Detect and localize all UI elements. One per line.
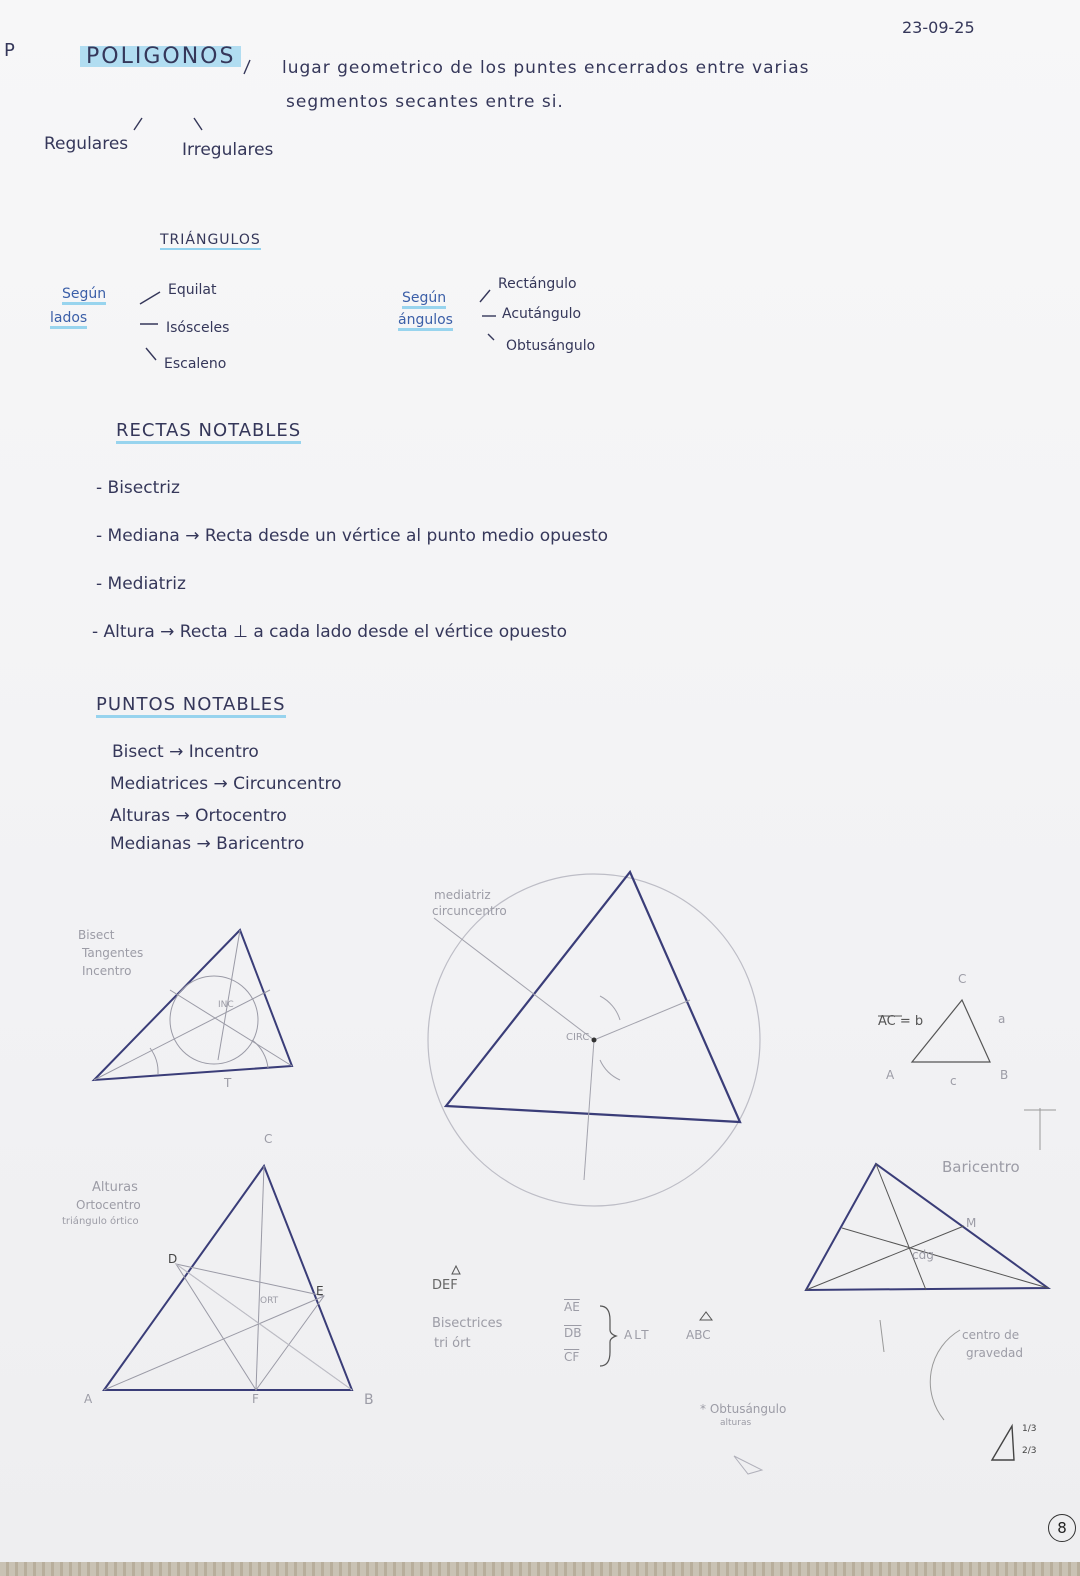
- ortho-foot-e: E: [316, 1284, 324, 1298]
- line-item-altitude: - Altura → Recta ⊥ a cada lado desde el vértice opuesto: [92, 622, 568, 642]
- orthocenter-caption-3: triángulo órtico: [62, 1216, 139, 1227]
- by-sides-label-1: Según: [62, 286, 106, 305]
- vertex-b-label: B: [1000, 1068, 1009, 1082]
- segment-db: $\overline{DB}$: [564, 1326, 582, 1340]
- barycenter-center-mark: cdg: [912, 1248, 934, 1262]
- by-angles-label-1: Según: [402, 290, 446, 309]
- regular-label: Regulares: [44, 134, 129, 154]
- by-angles-label-2: ángulos: [398, 312, 453, 331]
- bisectors-note-2: tri órt: [434, 1336, 471, 1351]
- binder-edge: [0, 1562, 1080, 1576]
- angles-obtuse: Obtusángulo: [506, 338, 596, 354]
- notable-points-title: PUNTOS NOTABLES: [96, 694, 286, 718]
- bisectors-note-1: Bisectrices: [432, 1316, 503, 1331]
- point-item-barycenter: Medianas → Baricentro: [110, 834, 305, 854]
- definition-line-2: segmentos secantes entre si.: [286, 92, 564, 112]
- incenter-caption-3: Incentro: [82, 964, 132, 978]
- obtuse-sketch: [734, 1456, 762, 1474]
- vertex-c-label: C: [958, 972, 967, 986]
- labeled-triangle-figure: [878, 1000, 990, 1062]
- ortho-vertex-b: B: [364, 1392, 374, 1408]
- gravity-note-2: gravedad: [966, 1346, 1023, 1360]
- segment-cf: $\overline{CF}$: [564, 1350, 580, 1364]
- abc-triangle-label: ABC: [686, 1328, 711, 1342]
- altitudes-result: ALT: [624, 1328, 651, 1342]
- incenter-caption-2: Tangentes: [82, 946, 144, 960]
- classification-branches: [134, 60, 496, 360]
- triangle-symbol-def: [452, 1266, 460, 1274]
- ratio-triangle: [992, 1426, 1014, 1460]
- line-item-bisector: - Bisectriz: [96, 478, 180, 498]
- circumcenter-center-mark: CIRC: [566, 1032, 590, 1043]
- circumcenter-caption-1: mediatriz: [434, 888, 491, 902]
- obtuse-note-2: alturas: [720, 1418, 752, 1428]
- sides-equilateral: Equilat: [168, 282, 217, 298]
- side-c-label: c: [950, 1074, 957, 1088]
- barycenter-caption: Baricentro: [942, 1158, 1020, 1176]
- def-label: DEF: [432, 1278, 458, 1293]
- line-item-median: - Mediana → Recta desde un vértice al punto medio opuesto: [96, 526, 609, 546]
- ortho-vertex-a: A: [84, 1392, 93, 1406]
- midpoint-m-label: M: [966, 1216, 977, 1230]
- orthocenter-center-mark: ORT: [260, 1296, 279, 1306]
- definition-line-1: lugar geometrico de los puntes encerrados entre varias: [282, 58, 810, 78]
- obtuse-note-1: * Obtusángulo: [700, 1402, 787, 1416]
- ratio-one-third: 1/3: [1022, 1424, 1037, 1434]
- barycenter-figure: [806, 1108, 1056, 1420]
- page-title: POLIGONOS: [80, 44, 241, 69]
- side-ac-label: AC = b: [878, 1014, 924, 1029]
- orthocenter-caption-2: Ortocentro: [76, 1198, 141, 1212]
- margin-mark: P: [4, 40, 15, 61]
- circumcenter-caption-2: circuncentro: [432, 904, 507, 918]
- notable-lines-title: RECTAS NOTABLES: [116, 420, 301, 444]
- date: 23-09-25: [902, 18, 975, 37]
- point-item-incenter: Bisect → Incentro: [112, 742, 259, 762]
- brace-mark: [600, 1306, 616, 1366]
- orthocenter-caption-1: Alturas: [92, 1180, 138, 1195]
- circumcenter-figure: [428, 872, 760, 1206]
- triangle-symbol-abc: [700, 1312, 712, 1320]
- point-item-circumcenter: Mediatrices → Circuncentro: [110, 774, 342, 794]
- triangles-title: TRIÁNGULOS: [160, 232, 261, 248]
- ortho-foot-f: F: [252, 1392, 259, 1406]
- ortho-foot-d: D: [168, 1252, 178, 1266]
- angles-acute: Acutángulo: [502, 306, 582, 322]
- ortho-vertex-c: C: [264, 1132, 273, 1146]
- side-a-label: a: [998, 1012, 1006, 1026]
- incenter-tangent-mark: T: [224, 1076, 232, 1090]
- gravity-note-1: centro de: [962, 1328, 1020, 1342]
- incenter-center-mark: INC: [218, 1000, 234, 1010]
- orthocenter-figure: [104, 1166, 352, 1390]
- ratio-two-thirds: 2/3: [1022, 1446, 1037, 1456]
- page-number: 8: [1048, 1514, 1076, 1542]
- sides-isosceles: Isósceles: [166, 320, 230, 336]
- angles-right: Rectángulo: [498, 276, 577, 292]
- point-item-orthocenter: Alturas → Ortocentro: [110, 806, 287, 826]
- sides-scalene: Escaleno: [164, 356, 227, 372]
- vertex-a-label: A: [886, 1068, 895, 1082]
- by-sides-label-2: lados: [50, 310, 87, 329]
- segment-ae: $\overline{AE}$: [564, 1300, 580, 1314]
- incenter-caption-1: Bisect: [78, 928, 115, 942]
- line-item-perpendicular-bisector: - Mediatriz: [96, 574, 186, 594]
- irregular-label: Irregulares: [182, 140, 274, 160]
